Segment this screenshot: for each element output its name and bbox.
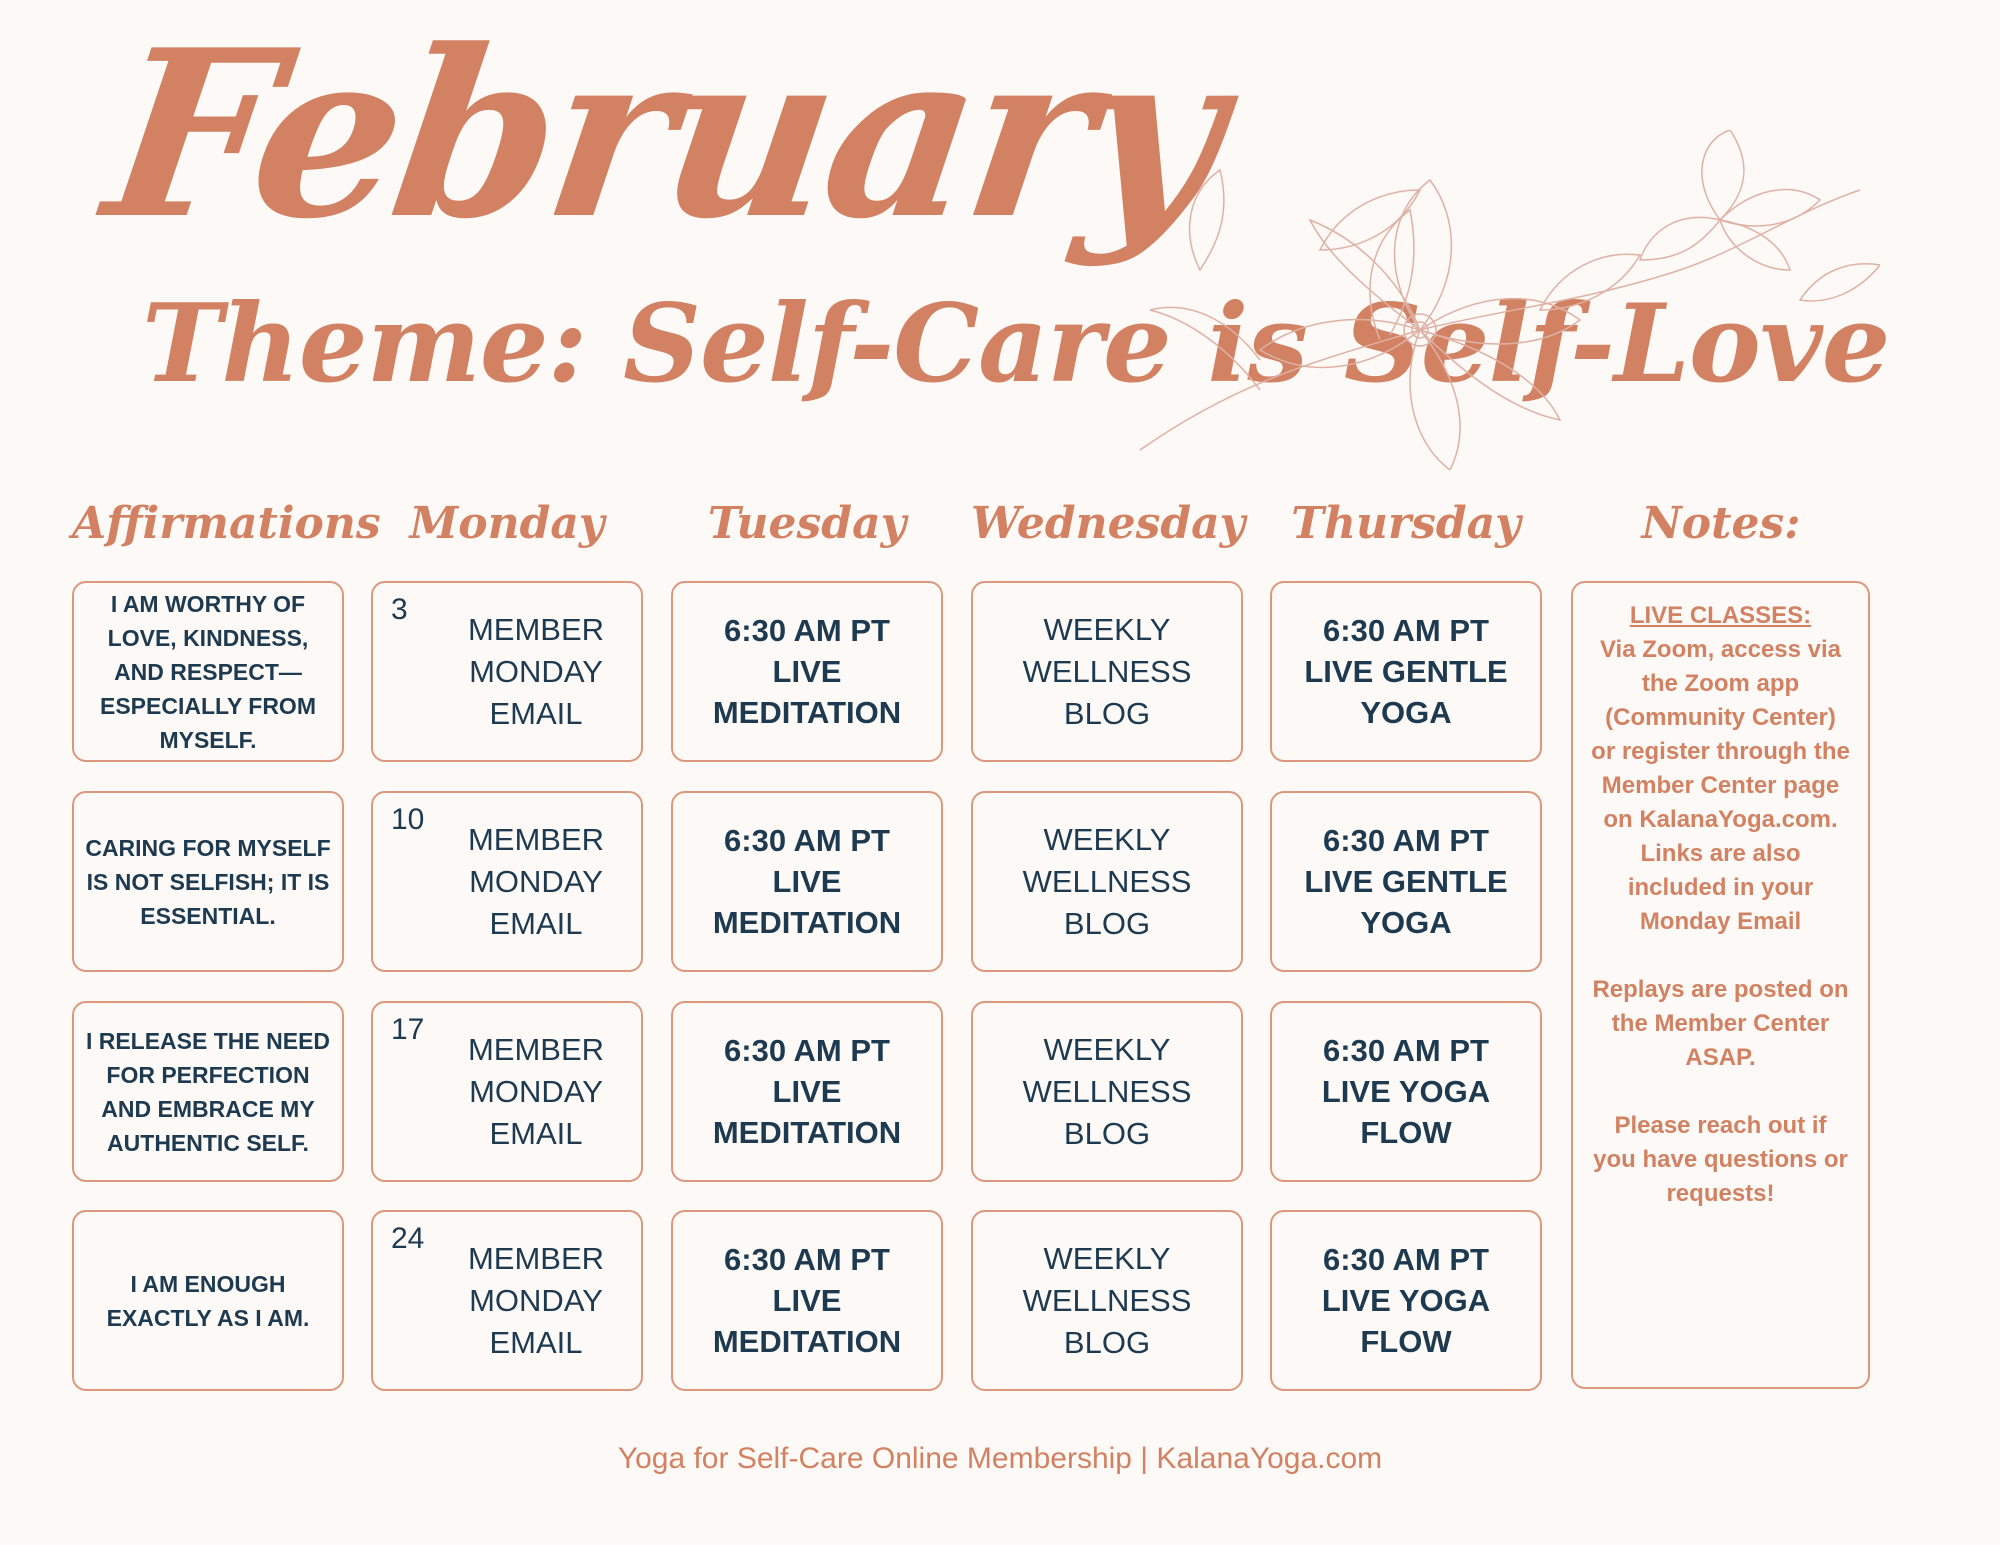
tuesday-cell bbox=[671, 1210, 943, 1391]
notes-replays: Replays are posted on the Member Center ASAP. bbox=[1592, 976, 1849, 1071]
monday-event: MEMBER MONDAY EMAIL bbox=[467, 821, 605, 941]
tuesday-event: 6:30 AM PT LIVE MEDITATION bbox=[712, 1033, 902, 1150]
column-header-thursday: Thursday bbox=[1291, 498, 1521, 549]
column-header-notes: Notes: bbox=[1641, 498, 1801, 549]
footer-text: Yoga for Self-Care Online Membership | KalanaYoga.com bbox=[617, 1442, 1383, 1475]
column-header-affirmations: Affirmations bbox=[72, 498, 381, 549]
monday-cell bbox=[371, 581, 643, 762]
tuesday-cell bbox=[671, 1001, 943, 1182]
affirmation-text: CARING FOR MYSELF IS NOT SELFISH; IT IS ESSENTIAL. bbox=[85, 834, 331, 929]
tuesday-event: 6:30 AM PT LIVE MEDITATION bbox=[712, 1242, 902, 1359]
day-number: 10 bbox=[391, 803, 425, 836]
thursday-event: 6:30 AM PT LIVE GENTLE YOGA bbox=[1304, 613, 1508, 730]
monday-event: MEMBER MONDAY EMAIL bbox=[467, 1031, 605, 1151]
monday-event: MEMBER MONDAY EMAIL bbox=[467, 611, 605, 731]
notes-panel bbox=[1571, 581, 1870, 1389]
month-title: February bbox=[93, 0, 1234, 270]
thursday-event: 6:30 AM PT LIVE GENTLE YOGA bbox=[1304, 823, 1508, 940]
affirmation-cell bbox=[72, 1210, 344, 1391]
wednesday-cell bbox=[971, 1210, 1243, 1391]
wednesday-cell bbox=[971, 1001, 1243, 1182]
column-header-monday: Monday bbox=[409, 498, 605, 549]
monday-cell bbox=[371, 1210, 643, 1391]
wednesday-event: WEEKLY WELLNESS BLOG bbox=[1022, 821, 1192, 941]
tuesday-event: 6:30 AM PT LIVE MEDITATION bbox=[712, 613, 902, 730]
tuesday-cell bbox=[671, 581, 943, 762]
column-header-wednesday: Wednesday bbox=[971, 498, 1246, 549]
theme-subtitle: Theme: Self-Care is Self-Love bbox=[142, 281, 1890, 407]
wednesday-cell bbox=[971, 581, 1243, 762]
wednesday-event: WEEKLY WELLNESS BLOG bbox=[1022, 611, 1192, 731]
affirmation-text: I RELEASE THE NEED FOR PERFECTION AND EMBRACE MY AUTHENTIC SELF. bbox=[85, 1027, 331, 1156]
tuesday-cell bbox=[671, 791, 943, 972]
affirmation-text: I AM ENOUGH EXACTLY AS I AM. bbox=[106, 1270, 310, 1331]
affirmation-cell bbox=[72, 1001, 344, 1182]
affirmation-cell bbox=[72, 791, 344, 972]
affirmation-text: I AM WORTHY OF LOVE, KINDNESS, AND RESPECT—ESPECIALLY FROM MYSELF. bbox=[100, 590, 316, 753]
monday-cell bbox=[371, 791, 643, 972]
thursday-event: 6:30 AM PT LIVE YOGA FLOW bbox=[1321, 1033, 1491, 1150]
notes-contact: Please reach out if you have questions or requests! bbox=[1593, 1112, 1848, 1207]
tuesday-event: 6:30 AM PT LIVE MEDITATION bbox=[712, 823, 902, 940]
day-number: 17 bbox=[391, 1013, 425, 1046]
magnolia-flowers-illustration bbox=[1120, 130, 1880, 470]
thursday-event: 6:30 AM PT LIVE YOGA FLOW bbox=[1321, 1242, 1491, 1359]
thursday-cell bbox=[1270, 581, 1542, 762]
monday-cell bbox=[371, 1001, 643, 1182]
notes-body: Via Zoom, access via the Zoom app (Community Center) or register through the Member Center page on KalanaYoga.com. Links are also included in your Monday Email bbox=[1591, 636, 1850, 935]
affirmation-cell bbox=[72, 581, 344, 762]
notes-live-classes bbox=[1591, 599, 1850, 939]
column-header-tuesday: Tuesday bbox=[707, 498, 907, 549]
thursday-cell bbox=[1270, 791, 1542, 972]
wednesday-cell bbox=[971, 791, 1243, 972]
wednesday-event: WEEKLY WELLNESS BLOG bbox=[1022, 1031, 1192, 1151]
thursday-cell bbox=[1270, 1210, 1542, 1391]
monday-event: MEMBER MONDAY EMAIL bbox=[467, 1240, 605, 1360]
day-number: 24 bbox=[391, 1222, 425, 1255]
wednesday-event: WEEKLY WELLNESS BLOG bbox=[1022, 1240, 1192, 1360]
day-number: 3 bbox=[391, 593, 408, 626]
thursday-cell bbox=[1270, 1001, 1542, 1182]
notes-heading: LIVE CLASSES: bbox=[1629, 602, 1812, 629]
